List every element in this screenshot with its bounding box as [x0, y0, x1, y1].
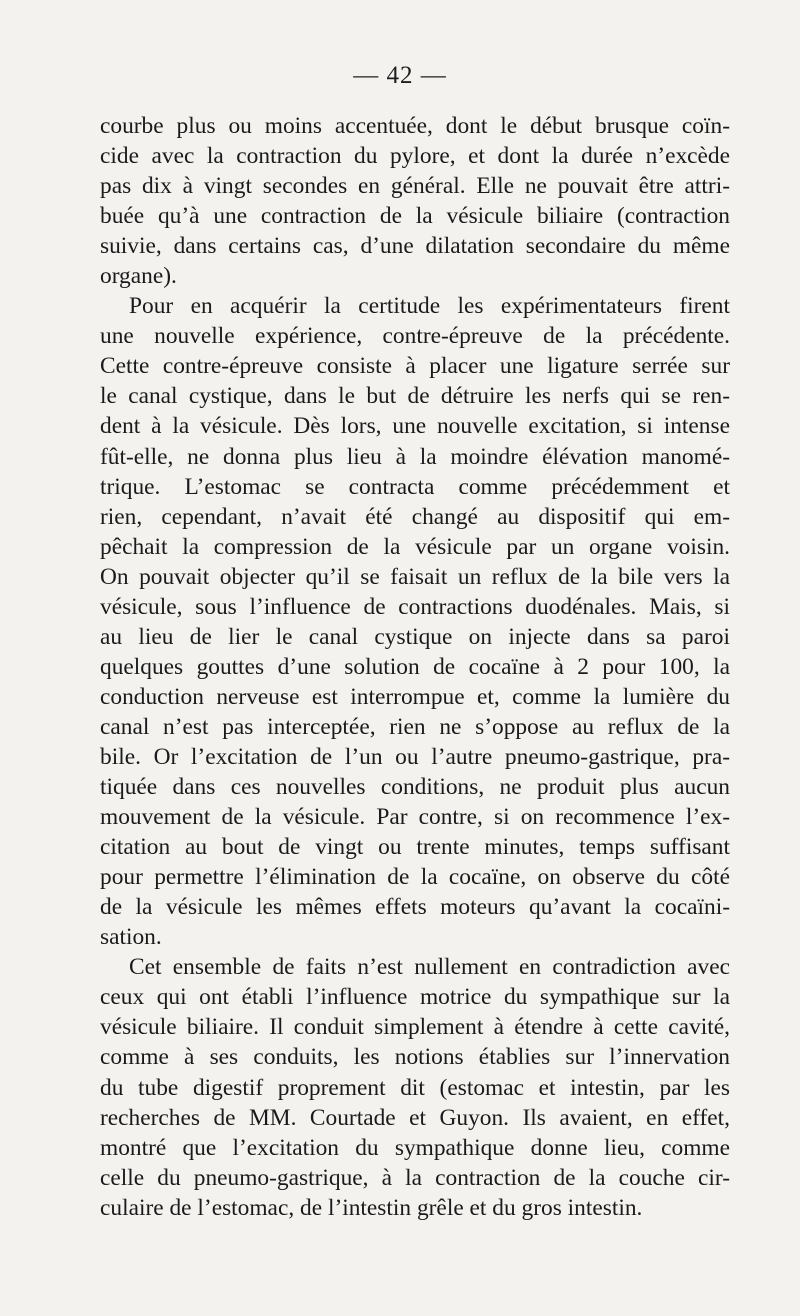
text-line: pour permettre l’élimination de la cocaïne, on observe du côté — [100, 864, 730, 891]
text-line: Cette contre-épreuve consiste à placer une ligature serrée sur — [100, 353, 730, 380]
text-line: rien, cependant, n’avait été changé au dispositif qui em- — [100, 503, 730, 530]
text-line: quelques gouttes d’une solution de cocaïne à 2 pour 100, la — [100, 653, 730, 680]
text-line: conduction nerveuse est interrompue et, comme la lumière du — [100, 683, 730, 710]
text-line: pas dix à vingt secondes en général. Elle ne pouvait être attri- — [100, 173, 730, 200]
text-line: courbe plus ou moins accentuée, dont le début brusque coïn- — [100, 113, 730, 139]
paragraph — [100, 111, 730, 291]
text-line: du tube digestif proprement dit (estomac et intestin, par les — [100, 1074, 730, 1101]
text-line: au lieu de lier le canal cystique on injecte dans sa paroi — [100, 623, 730, 650]
text-line: recherches de MM. Courtade et Guyon. Ils avaient, en effet, — [100, 1104, 730, 1131]
text-line: trique. L’estomac se contracta comme précédemment et — [100, 473, 730, 500]
text-line: bile. Or l’excitation de l’un ou l’autre pneumo-gastrique, pra- — [100, 743, 730, 770]
paragraph — [100, 291, 730, 952]
text-line: buée qu’à une contraction de la vésicule biliaire (contraction — [100, 203, 730, 230]
text-line: de la vésicule les mêmes effets moteurs qu’avant la cocaïni- — [100, 894, 730, 921]
text-line: mouvement de la vésicule. Par contre, si on recommence l’ex- — [100, 804, 730, 831]
text-line: On pouvait objecter qu’il se faisait un reflux de la bile vers la — [100, 563, 730, 590]
text-line: vésicule biliaire. Il conduit simplement à étendre à cette cavité, — [100, 1014, 730, 1041]
text-line: ceux qui ont établi l’influence motrice du sympathique sur la — [100, 984, 730, 1011]
text-line: suivie, dans certains cas, d’une dilatation secondaire du même — [100, 233, 730, 260]
text-line: pêchait la compression de la vésicule par un organe voisin. — [100, 533, 730, 560]
text-line: une nouvelle expérience, contre-épreuve de la précédente. — [100, 323, 730, 350]
text-line: culaire de l’estomac, de l’intestin grêle et du gros intestin. — [100, 1194, 643, 1221]
text-line: comme à ses conduits, les notions établies sur l’innervation — [100, 1044, 730, 1071]
text-line: cide avec la contraction du pylore, et dont la durée n’excède — [100, 143, 730, 170]
text-line: Cet ensemble de faits n’est nullement en contradiction avec — [129, 954, 730, 981]
text-line: citation au bout de vingt ou trente minutes, temps suffisant — [100, 834, 730, 861]
text-line: organe). — [100, 263, 177, 290]
text-line: sation. — [100, 924, 162, 951]
text-line: vésicule, sous l’influence de contractions duodénales. Mais, si — [100, 593, 730, 620]
text-line: le canal cystique, dans le but de détruire les nerfs qui se ren- — [100, 383, 730, 410]
text-line: Pour en acquérir la certitude les expérimentateurs firent — [129, 293, 730, 320]
text-line: canal n’est pas interceptée, rien ne s’oppose au reflux de la — [100, 713, 730, 740]
paragraph — [100, 952, 730, 1222]
text-line: fût-elle, ne donna plus lieu à la moindre élévation manomé- — [100, 443, 730, 470]
body-text — [100, 111, 730, 1223]
text-line: montré que l’excitation du sympathique donne lieu, comme — [100, 1134, 730, 1161]
page-number: — 42 — — [353, 62, 447, 89]
text-line: celle du pneumo-gastrique, à la contraction de la couche cir- — [100, 1164, 730, 1191]
text-line: dent à la vésicule. Dès lors, une nouvelle excitation, si intense — [100, 413, 730, 440]
text-line: tiquée dans ces nouvelles conditions, ne produit plus aucun — [100, 774, 730, 801]
